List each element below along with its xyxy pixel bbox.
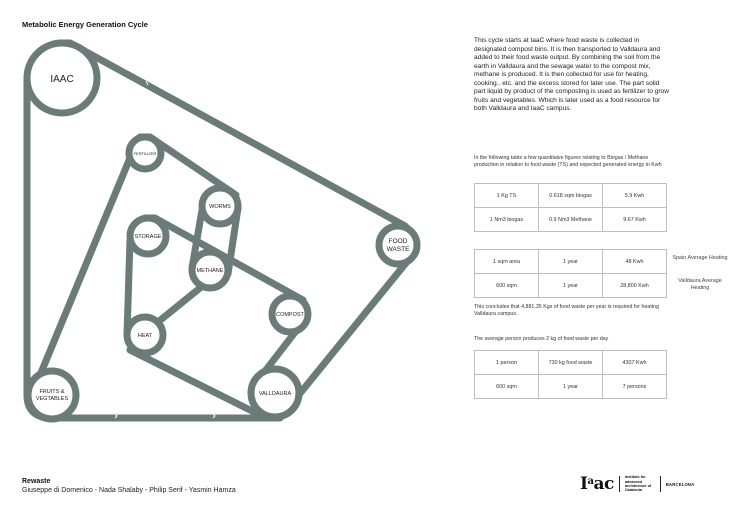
label-fruits-2: VEGTABLES xyxy=(35,396,69,402)
side-label-spain: Spain Average Heating xyxy=(672,255,728,261)
logo-city: BARCELONA xyxy=(665,481,695,487)
table-row xyxy=(475,274,667,298)
table-cell: 28,800 Kwh xyxy=(603,274,667,298)
biogas-table xyxy=(474,183,667,232)
table-cell: 1 person xyxy=(475,351,539,375)
label-fruits-1: FRUITS & xyxy=(39,389,65,395)
label-storage: STORAGE xyxy=(134,234,162,240)
logo-mark-a: a xyxy=(587,476,594,487)
table-row xyxy=(475,351,667,375)
table-row xyxy=(475,250,667,274)
table-cell: 1 year xyxy=(539,274,603,298)
label-food-waste-2: WASTE xyxy=(386,246,410,253)
heating-table xyxy=(474,249,667,298)
belt-heat-methane xyxy=(158,288,200,322)
table-cell: 0.9 Nm3 Methane xyxy=(539,208,603,232)
label-food-waste-1: FOOD xyxy=(388,238,408,245)
table-cell: 600 sqm xyxy=(475,274,539,298)
diagram-title: Metabolic Energy Generation Cycle xyxy=(22,20,148,29)
table-cell: 730 kg food waste xyxy=(539,351,603,375)
table-intro-text: In the following table a few quantitaive figures relating to Biogas / Methane production in relation to food waste (TS) and expected generated energy in Kwh xyxy=(474,155,662,169)
authors: Giuseppe di Domenico - Nada Shalaby - Philip Serif - Yasmin Hamza xyxy=(22,487,236,494)
table-cell: 1 year xyxy=(539,375,603,399)
table-cell: 9.67 Kwh xyxy=(603,208,667,232)
table-cell: 5.9 Kwh xyxy=(603,184,667,208)
table-cell: 1 year xyxy=(539,250,603,274)
table-cell: 0.618 sqm biogas xyxy=(539,184,603,208)
project-title: Rewaste xyxy=(22,478,51,485)
person-table xyxy=(474,350,667,399)
logo-mark-i: I xyxy=(580,474,588,494)
table-cell: 4307 Kwh xyxy=(603,351,667,375)
table-cell: 48 Kwh xyxy=(603,250,667,274)
logo-mark xyxy=(580,474,614,494)
description-text: This cycle starts at IaaC where food waste is collected in designated compost bins. It is then transported to Valldaura and added to their food waste output. By combining the soil from the earth in Valldaura and the sewage water to the compost mix, methane is produced. It is then collected for use for heating, cooking.. etc. and the excess stored for later use. The part solid part liquid by product of the composting is used as fertilizer to grow fruits and vegetables. Which is later used as a food resource for both Valldaura and IaaC campus. xyxy=(474,37,669,112)
belt-heat-valldaura xyxy=(130,350,260,415)
node-food-waste xyxy=(379,226,417,264)
label-worms: WORMS xyxy=(209,204,231,210)
label-heat: HEAT xyxy=(137,333,153,339)
iaac-logo xyxy=(580,474,694,494)
table-row xyxy=(475,208,667,232)
label-compost: COMPOST xyxy=(276,312,304,318)
logo-divider xyxy=(660,476,661,492)
conclusion-text: This concludes that 4,881.35 Kgs of food waste per year is required for heating Valldaura campus. xyxy=(474,304,659,317)
node-fruits xyxy=(28,371,76,419)
average-note-text: The average person produces 2 kg of food waste per day xyxy=(474,336,609,342)
table-cell: 1 sqm area xyxy=(475,250,539,274)
table-row xyxy=(475,375,667,399)
logo-divider xyxy=(619,476,620,492)
side-label-valldaura: Valldaura Average Heating xyxy=(678,278,722,291)
table-cell: 1 Nm3 biogas xyxy=(475,208,539,232)
table-row xyxy=(475,184,667,208)
label-iaac: IAAC xyxy=(50,74,74,85)
logo-institute: Institute for advanced architecture of Catalonia xyxy=(624,475,652,493)
label-valldaura: VALLDAURA xyxy=(258,391,292,397)
table-cell: 7 persons xyxy=(603,375,667,399)
logo-mark-ac: ac xyxy=(593,474,614,494)
label-methane: METHANE xyxy=(196,268,224,274)
label-fertilizer: FERTILIZER xyxy=(133,151,157,156)
table-cell: 600 sqm xyxy=(475,375,539,399)
table-cell: 1 Kg TS xyxy=(475,184,539,208)
